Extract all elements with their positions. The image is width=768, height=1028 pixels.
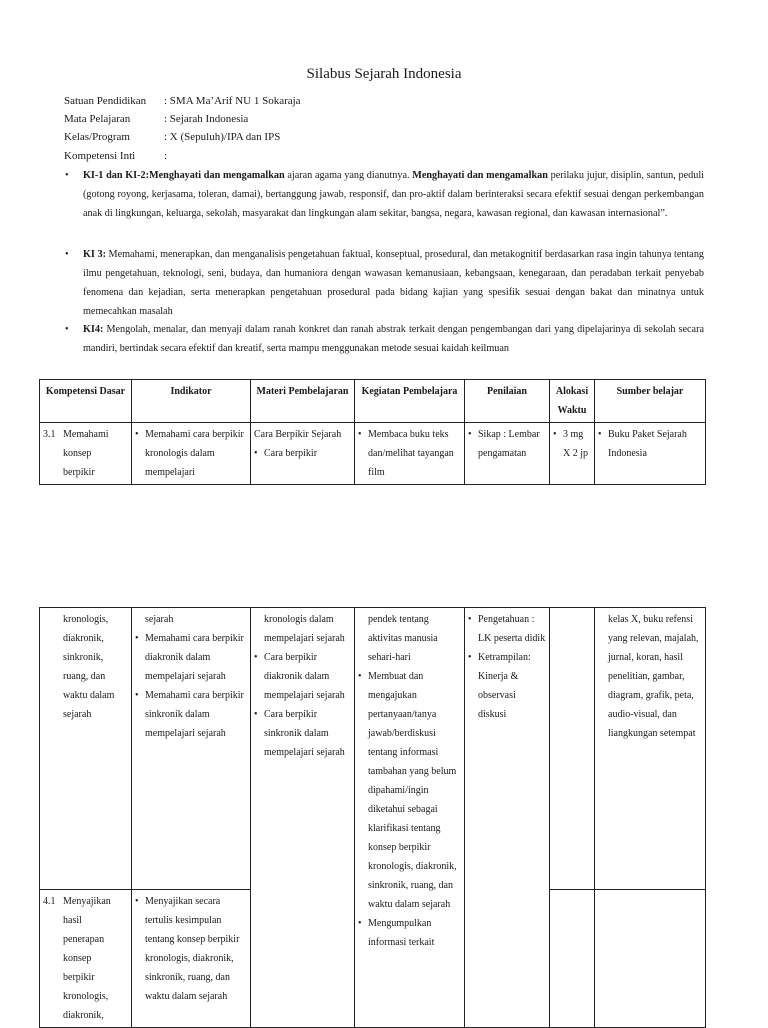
syllabus-table-top <box>39 379 706 485</box>
ki-emphasis: Menghayati dan mengamalkan <box>412 170 548 181</box>
list-item: • Cara berpikir sinkronik dalam mempelajari sejarah <box>254 705 351 762</box>
meta-row-ki <box>64 150 167 162</box>
penilaian-label: Sikap <box>478 429 501 440</box>
cell-sumber <box>595 608 706 890</box>
meta-label: Mata Pelajaran <box>64 113 131 125</box>
table-row <box>40 423 706 485</box>
list-item: • 3 mg X 2 jp <box>553 425 591 463</box>
list-item <box>468 425 546 463</box>
bullet-icon: • <box>65 249 69 260</box>
cell-sumber <box>595 890 706 1028</box>
col-header-kd: Kompetensi Dasar <box>40 380 132 423</box>
ki-label: KI-1 dan KI-2: <box>83 170 150 181</box>
list-item: • Cara berpikir <box>254 444 351 463</box>
list-item: • Buku Paket Sejarah Indonesia <box>598 425 702 463</box>
cell-alokasi <box>550 423 595 485</box>
cell-kegiatan <box>355 423 465 485</box>
list-item: • Membuat dan mengajukan pertanyaan/tanya jawab/berdiskusi tentang informasi tambahan yang belum dipahami/ingin diketahui sebagai klarifikasi tentang konsep berpikir kronologis, diakronik, sinkronik, ruang, dan waktu dalam sejarah <box>358 667 461 914</box>
cell-penilaian <box>465 423 550 485</box>
ki-item-3 <box>66 245 704 321</box>
meta-row-mapel <box>64 113 248 125</box>
meta-value: : SMA Ma’Arif NU 1 Sokaraja <box>164 95 301 107</box>
cell-alokasi <box>550 608 595 890</box>
cell-kd <box>40 608 132 890</box>
list-item: • Mengumpulkan informasi terkait <box>358 914 461 952</box>
ki-item-4 <box>66 320 704 358</box>
col-header-kegiatan: Kegiatan Pembelajara <box>355 380 465 423</box>
cell-kegiatan <box>355 608 465 1028</box>
list-item: • Ketrampilan: Kinerja & observasi diskusi <box>468 648 546 724</box>
col-header-materi: Materi Pembelajaran <box>251 380 355 423</box>
ki-item-1 <box>66 166 704 223</box>
col-header-sumber: Sumber belajar <box>595 380 706 423</box>
col-header-alokasi: Alokasi Waktu <box>550 380 595 423</box>
cell-indikator <box>132 608 251 890</box>
kegiatan-continued: pendek tentang aktivitas manusia sehari-hari <box>368 614 438 663</box>
meta-label: Kompetensi Inti <box>64 150 136 162</box>
syllabus-table-continued <box>39 607 706 1028</box>
meta-row-kelas <box>64 131 280 143</box>
page-title: Silabus Sejarah Indonesia <box>306 66 462 82</box>
kd-text: Menyajikan hasil penerapan konsep berpikir kronologis, diakronik, <box>63 896 111 1021</box>
kd-number: 3.1 <box>43 429 56 440</box>
ki-text: Mengolah, menalar, dan menyaji dalam ranah konkret dan ranah abstrak terkait dengan pengembangan dari yang dipelajarinya di sekolah secara mandiri, bertindak secara efektif dan kreatif, serta mampu menggunakan metode sesuai kaidah keilmuan <box>83 324 704 354</box>
bullet-icon: • <box>65 170 69 181</box>
ki-text: perilaku jujur, disiplin, santun, peduli (gotong royong, kerjasama, toleran, damai), bertanggung jawab, responsif, dan pro-aktif dalam berinteraksi secara efektif sesuai dengan perkembangan anak di lingkungan, keluarga, sekolah, masyarakat dan lingkungan alam sekitar, bangsa, negara, kawasan regional, dan kawasan internasional”. <box>83 170 704 219</box>
bullet-icon: • <box>65 324 69 335</box>
cell-alokasi <box>550 890 595 1028</box>
penilaian-value: : Lembar pengamatan <box>478 429 540 459</box>
list-item: • Memahami cara berpikir diakronik dalam mempelajari sejarah <box>135 629 247 686</box>
kd-text: Memahami konsep berpikir <box>63 429 109 478</box>
meta-label: Satuan Pendidikan <box>64 95 147 107</box>
cell-kd <box>40 423 132 485</box>
kd-number: 4.1 <box>43 896 56 907</box>
ki-label: KI 3: <box>83 249 106 260</box>
col-header-indikator: Indikator <box>132 380 251 423</box>
cell-indikator <box>132 890 251 1028</box>
materi-intro: Cara Berpikir Sejarah <box>254 429 342 440</box>
list-item: • Membaca buku teks dan/melihat tayangan film <box>358 425 461 482</box>
ki-label: KI4: <box>83 324 104 335</box>
table-header-row <box>40 380 706 423</box>
sumber-continued: kelas X, buku refensi yang relevan, majalah, jurnal, koran, hasil penelitian, gambar, diagram, grafik, peta, audio-visual, dan liangkungan setempat <box>608 614 699 739</box>
cell-materi <box>251 608 355 1028</box>
cell-kd <box>40 890 132 1028</box>
ki-text: Memahami, menerapkan, dan menganalisis pengetahuan faktual, konseptual, prosedural, dan metakognitif berdasarkan rasa ingin tahunya tentang ilmu pengetahuan, teknologi, seni, budaya, dan humaniora dengan wawasan kemanusiaan, kebangsaan, kenegaraan, dan peradaban terkait penyebab fenomena dan kejadian, serta menerapkan pengetahuan prosedural pada bidang kajian yang spesifik sesuai dengan bakat dan minatnya untuk memecahkan masalah <box>83 249 705 317</box>
list-item: • Memahami cara berpikir sinkronik dalam mempelajari sejarah <box>135 686 247 743</box>
list-item: • Cara berpikir diakronik dalam mempelajari sejarah <box>254 648 351 705</box>
cell-sumber <box>595 423 706 485</box>
table-row <box>40 608 706 890</box>
meta-value: : X (Sepuluh)/IPA dan IPS <box>164 131 281 143</box>
cell-penilaian <box>465 608 550 1028</box>
list-item: • Memahami cara berpikir kronologis dalam mempelajari <box>135 425 247 482</box>
list-item: • Pengetahuan : LK peserta didik <box>468 610 546 648</box>
meta-value: : <box>164 150 168 162</box>
indikator-continued: sejarah <box>145 614 174 625</box>
meta-value: : Sejarah Indonesia <box>164 113 249 125</box>
list-item: • Menyajikan secara tertulis kesimpulan tentang konsep berpikir kronologis, diakronik, sinkronik, ruang, dan waktu dalam sejarah <box>135 892 247 1006</box>
cell-indikator <box>132 423 251 485</box>
meta-row-satuan <box>64 95 301 107</box>
cell-materi <box>251 423 355 485</box>
ki-text: ajaran agama yang dianutnya. <box>284 170 413 181</box>
materi-continued: kronologis dalam mempelajari sejarah <box>264 614 345 644</box>
col-header-penilaian: Penilaian <box>465 380 550 423</box>
meta-label: Kelas/Program <box>64 131 130 143</box>
kd-text: kronologis, diakronik, sinkronik, ruang, dan waktu dalam sejarah <box>63 614 115 720</box>
ki-emphasis: Menghayati dan mengamalkan <box>149 170 285 181</box>
